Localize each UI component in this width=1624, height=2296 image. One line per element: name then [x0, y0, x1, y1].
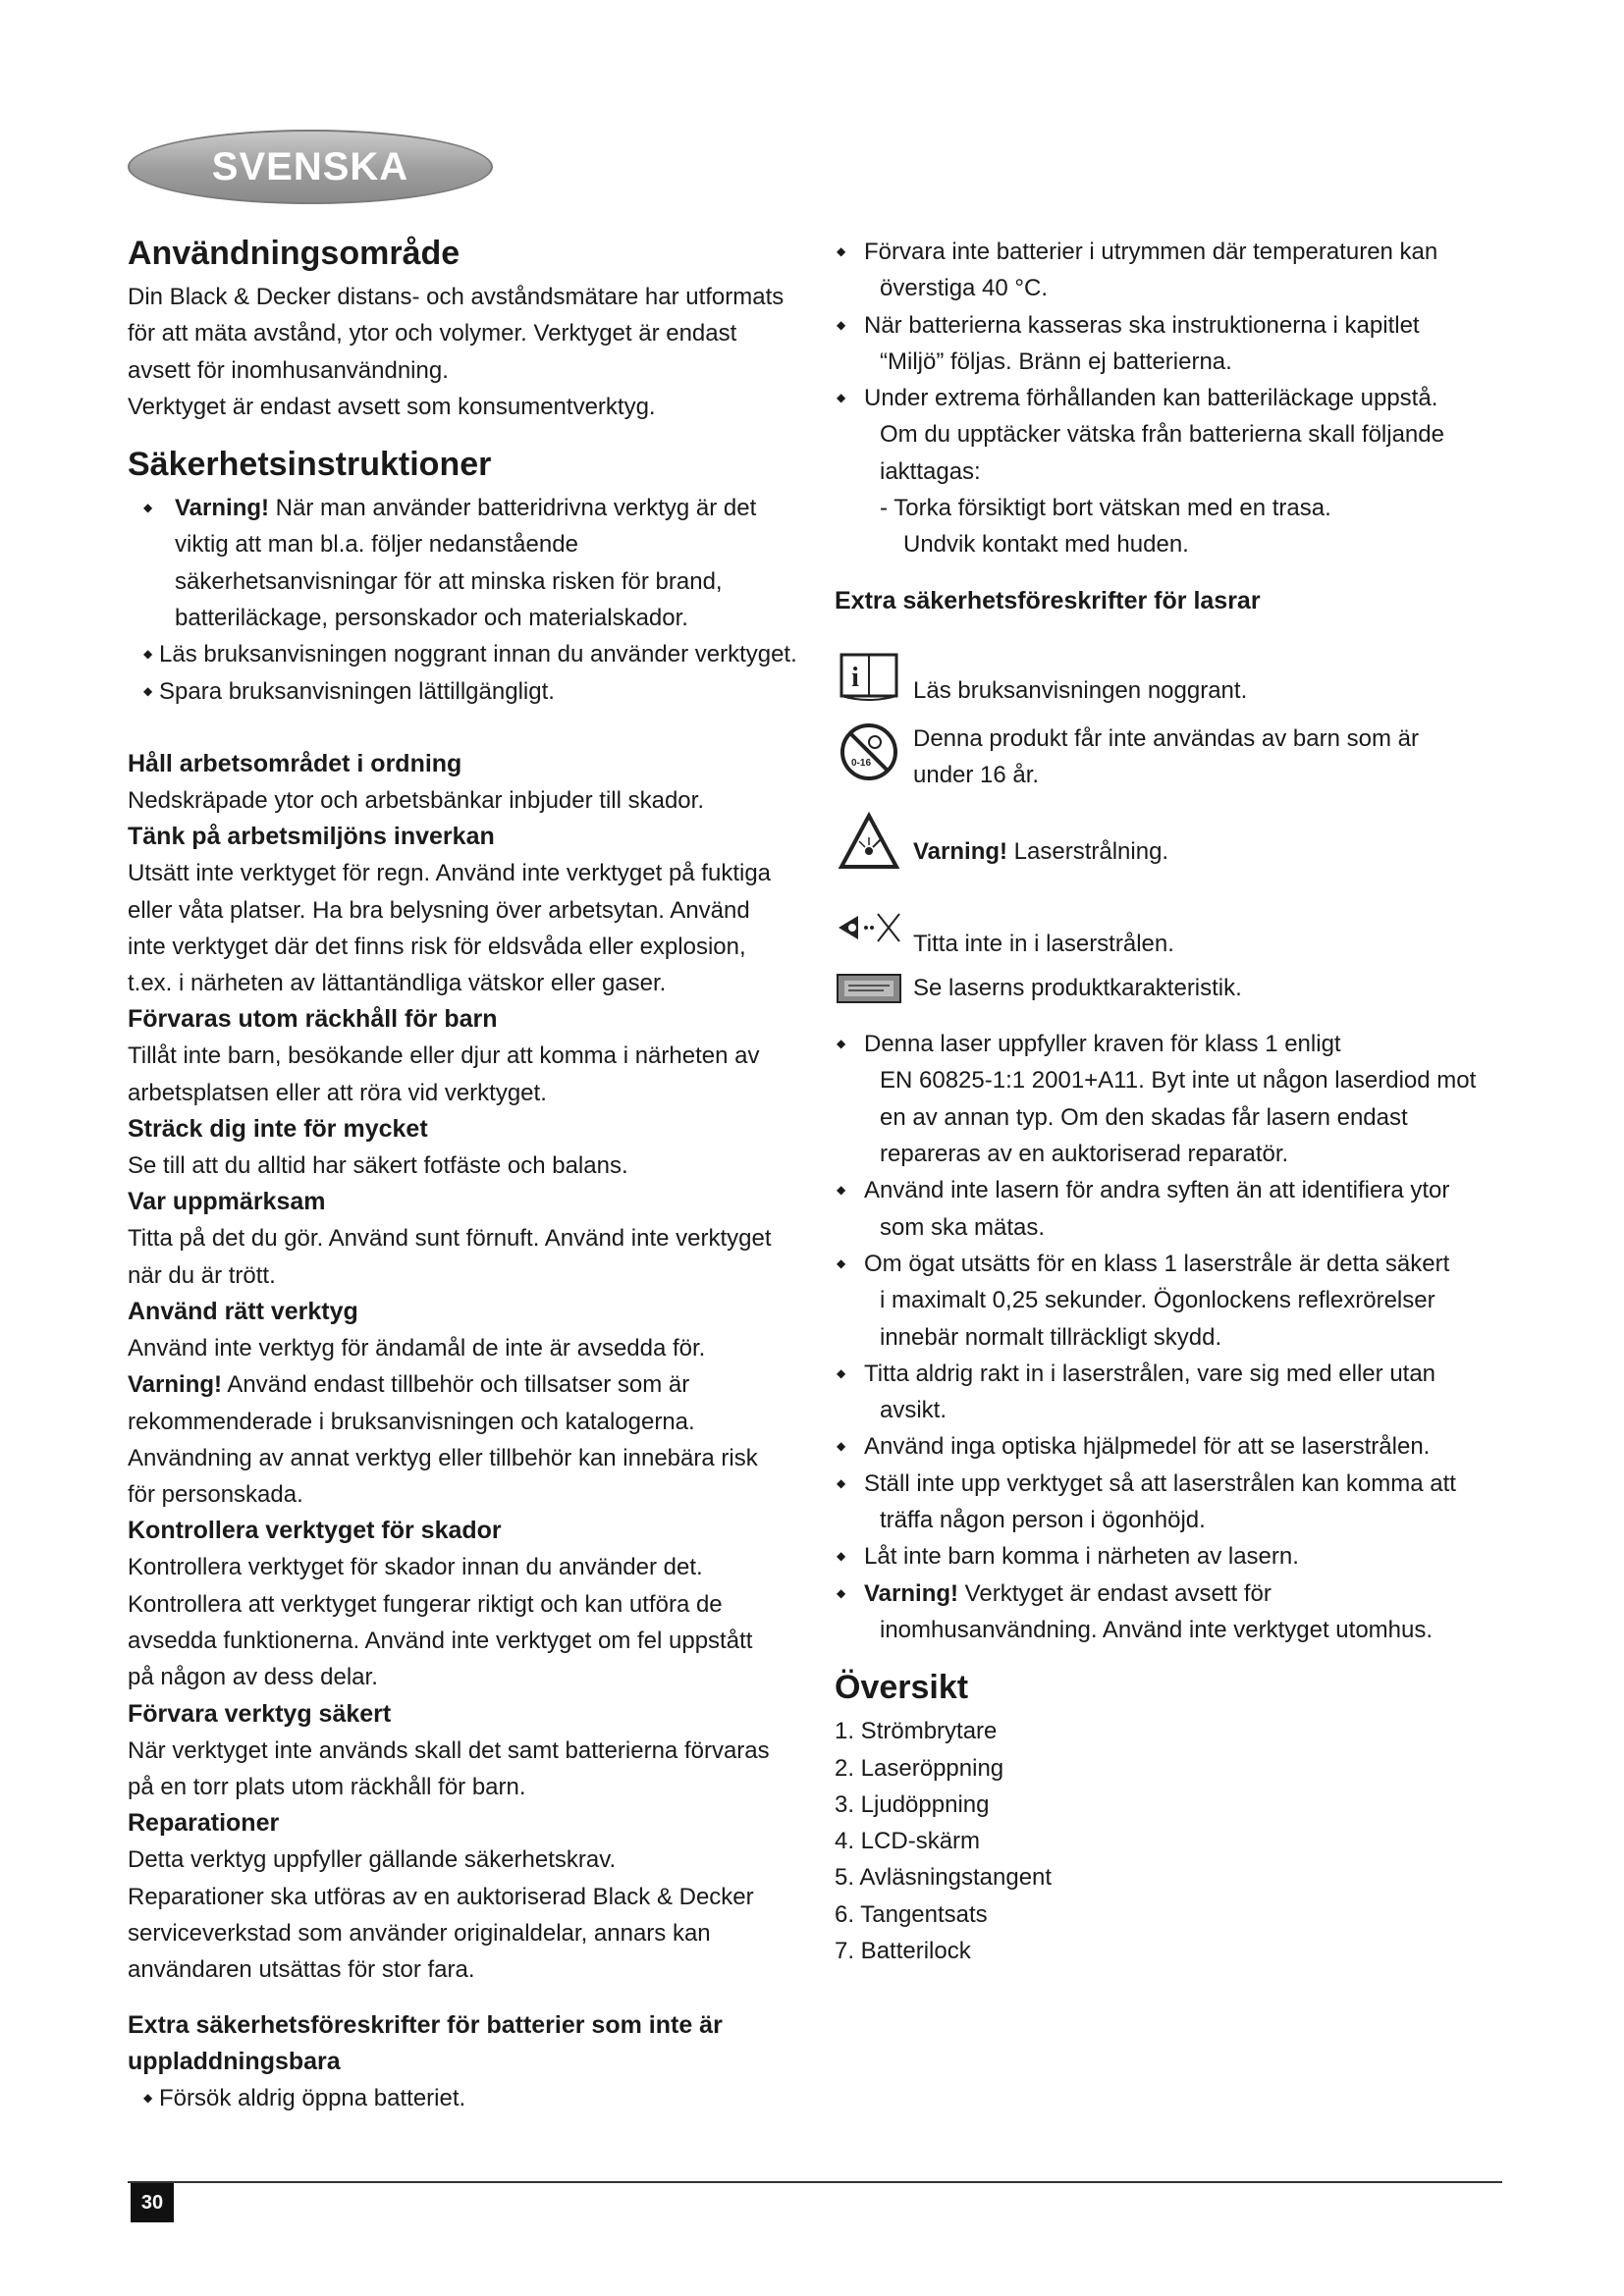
laser-label-icon: [835, 974, 903, 1003]
safety-heading: Säkerhetsinstruktioner: [128, 446, 492, 484]
bullet-continuation: Om du upptäcker vätska från batterierna skall följande: [880, 421, 1444, 449]
laser-bullet: ◆ Låt inte barn komma i närheten av lasern.: [835, 1538, 1502, 1575]
bullet-line: batteriläckage, personskador och materialskador.: [175, 605, 688, 632]
symbol-text: Se laserns produktkarakteristik.: [913, 974, 1242, 1001]
section-title: Håll arbetsområdet i ordning: [128, 749, 462, 777]
laser-bullet: [835, 1575, 1502, 1612]
warning-label: Varning!: [175, 495, 270, 522]
section-line: på någon av dess delar.: [128, 1664, 378, 1691]
bullet-continuation: en av annan typ. Om den skadas får lasern endast: [880, 1103, 1408, 1131]
battery-heading: Extra säkerhetsföreskrifter för batterier som inte är: [128, 2011, 723, 2040]
warning-text: Använd endast tillbehör och tillsatser som är: [222, 1371, 690, 1399]
bullet-line: säkerhetsanvisningar för att minska risken för brand,: [175, 567, 723, 595]
section-title: Reparationer: [128, 1809, 280, 1838]
warning-label: Varning!: [128, 1371, 223, 1399]
symbol-text: under 16 år.: [913, 762, 1040, 789]
laser-bullet: ◆ Ställ inte upp verktyget så att laserstrålen kan komma att: [835, 1466, 1502, 1502]
symbol-text-block: [913, 721, 1419, 794]
bullet-line: viktig att man bl.a. följer nedanstående: [175, 531, 578, 559]
bullet-continuation: som ska mätas.: [880, 1213, 1046, 1241]
battery-heading: uppladdningsbara: [128, 2048, 341, 2076]
right-column: [835, 234, 1502, 1969]
section-line: Använd inte verktyg för ändamål de inte är avsedda för.: [128, 1334, 706, 1362]
bullet-continuation: i maximalt 0,25 sekunder. Ögonlockens reflexrörelser: [880, 1287, 1435, 1314]
laser-bullet: ◆ Om ögat utsätts för en klass 1 laserstråle är detta säkert: [835, 1246, 1502, 1282]
laser-bullet: ◆ Titta aldrig rakt in i laserstrålen, vare sig med eller utan: [835, 1356, 1502, 1392]
overview-item: 1. Strömbrytare: [835, 1718, 998, 1745]
section-line: [128, 1366, 805, 1403]
section-line: för personskada.: [128, 1481, 303, 1509]
section-title: Var uppmärksam: [128, 1188, 326, 1216]
safety-bullet: ◆ Spara bruksanvisningen lättillgängligt.: [128, 673, 805, 710]
bullet-continuation: “Miljö” följas. Bränn ej batterierna.: [880, 347, 1232, 375]
laser-symbol-row: [835, 970, 1502, 1006]
warning-text: Verktyget är endast avsett för: [958, 1579, 1272, 1607]
section-title: Sträck dig inte för mycket: [128, 1115, 428, 1144]
dash-item: Undvik kontakt med huden.: [903, 531, 1189, 559]
left-column: [128, 234, 805, 2117]
overview-item: 4. LCD-skärm: [835, 1828, 981, 1855]
bullet-continuation: träffa någon person i ögonhöjd.: [880, 1507, 1206, 1534]
section-line: rekommenderade i bruksanvisningen och katalogerna.: [128, 1408, 695, 1435]
section-line: eller våta platser. Ha bra belysning över arbetsytan. Använd: [128, 896, 750, 924]
warning-label: Varning!: [913, 837, 1008, 865]
laser-warning-icon: [835, 812, 903, 871]
section-line: Reparationer ska utföras av en auktoriserad Black & Decker: [128, 1883, 754, 1910]
overview-item: 3. Ljudöppning: [835, 1790, 990, 1818]
manual-icon: [835, 651, 903, 706]
overview-heading: Översikt: [835, 1669, 969, 1707]
no-children-icon: [835, 721, 903, 783]
dash-item: - Torka försiktigt bort vätskan med en trasa.: [880, 495, 1331, 522]
safety-bullet: [128, 490, 805, 526]
laser-bullet: ◆ Använd inga optiska hjälpmedel för att se laserstrålen.: [835, 1428, 1502, 1465]
safety-bullet: ◆ Läs bruksanvisningen noggrant innan du använder verktyget.: [128, 636, 805, 672]
bullet-continuation: inomhusanvändning. Använd inte verktyget utomhus.: [880, 1616, 1434, 1643]
section-line: Detta verktyg uppfyller gällande säkerhetskrav.: [128, 1846, 617, 1874]
laser-heading: Extra säkerhetsföreskrifter för lasrar: [835, 586, 1261, 614]
intended-use-line: avsett för inomhusanvändning.: [128, 356, 449, 384]
warning-text: Laserstrålning.: [1007, 837, 1169, 865]
overview-item: 7. Batterilock: [835, 1937, 971, 1964]
section-title: Tänk på arbetsmiljöns inverkan: [128, 823, 495, 851]
section-line: När verktyget inte används skall det samt batterierna förvaras: [128, 1736, 770, 1764]
battery-bullet: ◆ Under extrema förhållanden kan batteriläckage uppstå.: [835, 380, 1502, 416]
overview-item: 6. Tangentsats: [835, 1900, 988, 1928]
symbol-text: [913, 812, 1168, 870]
laser-symbol-row: [835, 721, 1502, 794]
page-number: 30: [131, 2183, 174, 2222]
bullet-continuation: EN 60825-1:1 2001+A11. Byt inte ut någon laserdiod mot: [880, 1067, 1477, 1095]
bullet-continuation: avsikt.: [880, 1397, 947, 1424]
bullet-continuation: innebär normalt tillräckligt skydd.: [880, 1323, 1222, 1351]
section-title: Använd rätt verktyg: [128, 1297, 358, 1325]
svg-text:i: i: [851, 663, 859, 694]
section-line: Titta på det du gör. Använd sunt förnuft. Använd inte verktyget: [128, 1225, 772, 1253]
battery-bullet: ◆ Försök aldrig öppna batteriet.: [128, 2080, 805, 2116]
section-line: användaren utsättas för stor fara.: [128, 1956, 475, 1984]
battery-bullet: ◆ Förvara inte batterier i utrymmen där temperaturen kan: [835, 234, 1502, 270]
section-line: arbetsplatsen eller att röra vid verktyget.: [128, 1079, 547, 1106]
laser-bullet: ◆ Använd inte lasern för andra syften än att identifiera ytor: [835, 1172, 1502, 1208]
bullet-continuation: iakttagas:: [880, 457, 981, 485]
section-line: t.ex. i närheten av lättantändliga vätskor eller gaser.: [128, 970, 667, 997]
section-line: Kontrollera verktyget för skador innan du använder det.: [128, 1554, 703, 1581]
bullet-continuation: överstiga 40 °C.: [880, 275, 1049, 302]
language-label: SVENSKA: [211, 144, 409, 188]
section-line: när du är trött.: [128, 1261, 276, 1289]
section-title: Förvara verktyg säkert: [128, 1699, 392, 1728]
symbol-text: Titta inte in i laserstrålen.: [913, 930, 1174, 957]
section-line: Kontrollera att verktyget fungerar riktigt och kan utföra de: [128, 1590, 723, 1618]
bullet-continuation: repareras av en auktoriserad reparatör.: [880, 1141, 1289, 1168]
section-line: på en torr plats utom räckhåll för barn.: [128, 1773, 526, 1800]
symbol-text: Läs bruksanvisningen noggrant.: [913, 676, 1248, 704]
battery-bullet: ◆ När batterierna kasseras ska instruktionerna i kapitlet: [835, 307, 1502, 344]
laser-symbol-row: [835, 812, 1502, 871]
section-line: Tillåt inte barn, besökande eller djur att komma i närheten av: [128, 1042, 760, 1070]
section-line: Se till att du alltid har säkert fotfäste och balans.: [128, 1152, 628, 1180]
section-title: Kontrollera verktyget för skador: [128, 1517, 502, 1545]
language-tab: [128, 130, 493, 204]
laser-symbol-row: [835, 649, 1502, 709]
overview-item: 2. Laseröppning: [835, 1754, 1004, 1782]
bullet-text: När man använder batteridrivna verktyg är det: [269, 495, 757, 522]
overview-item: 5. Avläsningstangent: [835, 1864, 1053, 1892]
intended-use-line: för att mäta avstånd, ytor och volymer. Verktyget är endast: [128, 320, 737, 347]
section-line: inte verktyget där det finns risk för eldsvåda eller explosion,: [128, 933, 746, 960]
warning-label: Varning!: [864, 1579, 959, 1607]
bullet-continuation: [128, 526, 805, 636]
intended-use-line: Din Black & Decker distans- och avståndsmätare har utformats: [128, 284, 785, 310]
footer-rule: [128, 2181, 1502, 2183]
section-line: Utsätt inte verktyget för regn. Använd inte verktyget på fuktiga: [128, 860, 772, 887]
section-line: avsedda funktionerna. Använd inte verktyget om fel uppstått: [128, 1628, 753, 1655]
section-line: serviceverkstad som använder originaldelar, annars kan: [128, 1919, 711, 1947]
section-line: Nedskräpade ytor och arbetsbänkar inbjuder till skador.: [128, 786, 704, 814]
intended-use-line: Verktyget är endast avsett som konsumentverktyg.: [128, 393, 656, 420]
laser-symbol-row: [835, 894, 1502, 962]
laser-bullet: ◆ Denna laser uppfyller kraven för klass 1 enligt: [835, 1026, 1502, 1062]
section-line: Användning av annat verktyg eller tillbehör kan innebära risk: [128, 1444, 758, 1471]
section-title: Förvaras utom räckhåll för barn: [128, 1005, 498, 1034]
do-not-stare-icon: [835, 898, 903, 957]
age-badge: 0-16: [851, 757, 872, 769]
intended-use-heading: Användningsområde: [128, 235, 460, 272]
symbol-text: Denna produkt får inte användas av barn som är: [913, 724, 1419, 752]
